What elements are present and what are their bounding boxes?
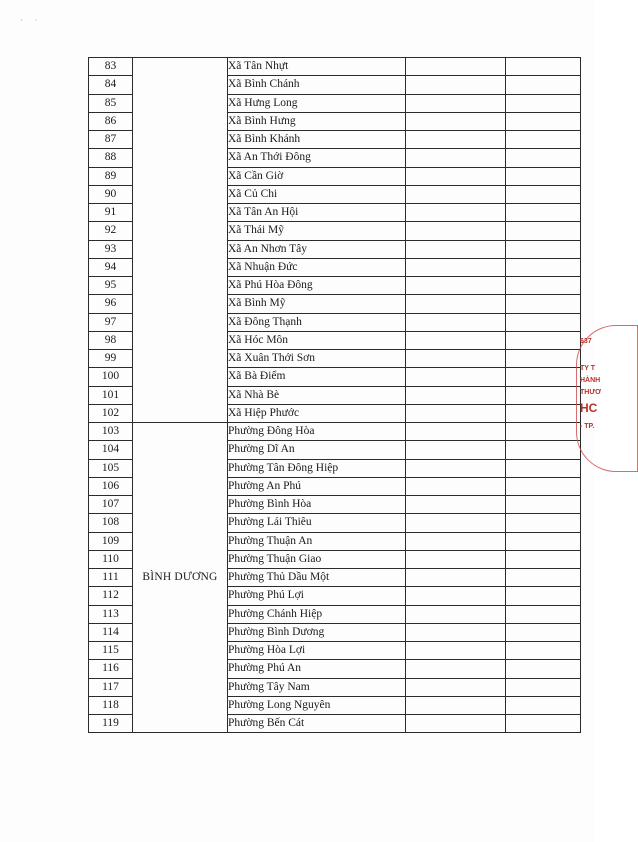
- empty-cell: [406, 149, 506, 167]
- seal-text-line: TY T: [580, 365, 596, 372]
- row-number-cell: 92: [89, 222, 133, 240]
- unit-name-cell: Xã Bình Chánh: [228, 76, 406, 94]
- empty-cell: [406, 514, 506, 532]
- empty-cell: [506, 605, 581, 623]
- empty-cell: [506, 514, 581, 532]
- row-number-cell: 98: [89, 331, 133, 349]
- empty-cell: [506, 94, 581, 112]
- empty-cell: [406, 185, 506, 203]
- empty-cell: [406, 423, 506, 441]
- row-number-cell: 110: [89, 550, 133, 568]
- empty-cell: [506, 404, 581, 422]
- empty-cell: [506, 76, 581, 94]
- table-row: [89, 423, 581, 441]
- empty-cell: [506, 587, 581, 605]
- empty-cell: [406, 569, 506, 587]
- empty-cell: [506, 623, 581, 641]
- empty-cell: [406, 623, 506, 641]
- row-number-cell: 109: [89, 532, 133, 550]
- empty-cell: [406, 660, 506, 678]
- unit-name-cell: Xã An Nhơn Tây: [228, 240, 406, 258]
- row-number-cell: 115: [89, 642, 133, 660]
- empty-cell: [406, 459, 506, 477]
- row-number-cell: 106: [89, 477, 133, 495]
- unit-name-cell: Phường Lái Thiêu: [228, 514, 406, 532]
- empty-cell: [506, 222, 581, 240]
- empty-cell: [506, 313, 581, 331]
- empty-cell: [406, 112, 506, 130]
- empty-cell: [506, 240, 581, 258]
- empty-cell: [406, 532, 506, 550]
- empty-cell: [406, 678, 506, 696]
- unit-name-cell: Xã Bình Mỹ: [228, 295, 406, 313]
- scan-specks: · ·: [20, 16, 38, 25]
- unit-name-cell: Phường Đông Hòa: [228, 423, 406, 441]
- empty-cell: [506, 642, 581, 660]
- empty-cell: [506, 569, 581, 587]
- empty-cell: [406, 204, 506, 222]
- row-number-cell: 114: [89, 623, 133, 641]
- unit-name-cell: Xã Tân An Hội: [228, 204, 406, 222]
- unit-name-cell: Xã Xuân Thới Sơn: [228, 350, 406, 368]
- empty-cell: [406, 258, 506, 276]
- empty-cell: [506, 477, 581, 495]
- empty-cell: [406, 642, 506, 660]
- seal-text-line: HC: [580, 401, 598, 415]
- row-number-cell: 119: [89, 715, 133, 733]
- empty-cell: [506, 423, 581, 441]
- row-number-cell: 95: [89, 277, 133, 295]
- empty-cell: [406, 94, 506, 112]
- province-cell: [133, 58, 228, 423]
- row-number-cell: 108: [89, 514, 133, 532]
- empty-cell: [406, 222, 506, 240]
- empty-cell: [406, 295, 506, 313]
- empty-cell: [506, 131, 581, 149]
- unit-name-cell: Phường Dĩ An: [228, 441, 406, 459]
- seal-text-line: - TP.: [580, 423, 595, 430]
- empty-cell: [406, 496, 506, 514]
- row-number-cell: 85: [89, 94, 133, 112]
- empty-cell: [406, 76, 506, 94]
- row-number-cell: 118: [89, 696, 133, 714]
- unit-name-cell: Phường Tân Đông Hiệp: [228, 459, 406, 477]
- row-number-cell: 87: [89, 131, 133, 149]
- empty-cell: [506, 149, 581, 167]
- unit-name-cell: Phường Hòa Lợi: [228, 642, 406, 660]
- row-number-cell: 107: [89, 496, 133, 514]
- seal-text-line: HÀNH: [580, 377, 601, 384]
- table-body: [89, 58, 581, 733]
- empty-cell: [406, 696, 506, 714]
- row-number-cell: 86: [89, 112, 133, 130]
- administrative-units-table: [88, 57, 581, 733]
- unit-name-cell: Xã An Thới Đông: [228, 149, 406, 167]
- row-number-cell: 113: [89, 605, 133, 623]
- empty-cell: [406, 240, 506, 258]
- row-number-cell: 112: [89, 587, 133, 605]
- empty-cell: [406, 386, 506, 404]
- row-number-cell: 116: [89, 660, 133, 678]
- empty-cell: [506, 459, 581, 477]
- unit-name-cell: Xã Nhuận Đức: [228, 258, 406, 276]
- empty-cell: [406, 404, 506, 422]
- empty-cell: [506, 386, 581, 404]
- row-number-cell: 100: [89, 368, 133, 386]
- empty-cell: [406, 587, 506, 605]
- unit-name-cell: Xã Nhà Bè: [228, 386, 406, 404]
- unit-name-cell: Phường Thuận An: [228, 532, 406, 550]
- unit-name-cell: Xã Hưng Long: [228, 94, 406, 112]
- row-number-cell: 93: [89, 240, 133, 258]
- empty-cell: [406, 368, 506, 386]
- row-number-cell: 111: [89, 569, 133, 587]
- empty-cell: [506, 204, 581, 222]
- seal-ring: [576, 325, 638, 472]
- row-number-cell: 84: [89, 76, 133, 94]
- empty-cell: [506, 550, 581, 568]
- empty-cell: [406, 313, 506, 331]
- table-row: [89, 58, 581, 76]
- unit-name-cell: Phường Phú Lợi: [228, 587, 406, 605]
- empty-cell: [406, 550, 506, 568]
- empty-cell: [506, 350, 581, 368]
- row-number-cell: 101: [89, 386, 133, 404]
- empty-cell: [406, 350, 506, 368]
- row-number-cell: 91: [89, 204, 133, 222]
- unit-name-cell: Phường An Phú: [228, 477, 406, 495]
- row-number-cell: 103: [89, 423, 133, 441]
- empty-cell: [506, 167, 581, 185]
- unit-name-cell: Xã Củ Chi: [228, 185, 406, 203]
- row-number-cell: 105: [89, 459, 133, 477]
- empty-cell: [406, 715, 506, 733]
- empty-cell: [406, 277, 506, 295]
- row-number-cell: 117: [89, 678, 133, 696]
- unit-name-cell: Phường Phú An: [228, 660, 406, 678]
- empty-cell: [406, 167, 506, 185]
- empty-cell: [506, 660, 581, 678]
- empty-cell: [506, 696, 581, 714]
- empty-cell: [506, 58, 581, 76]
- empty-cell: [506, 532, 581, 550]
- empty-cell: [506, 295, 581, 313]
- unit-name-cell: Phường Thủ Dầu Một: [228, 569, 406, 587]
- empty-cell: [406, 131, 506, 149]
- empty-cell: [506, 678, 581, 696]
- empty-cell: [406, 441, 506, 459]
- unit-name-cell: Phường Bình Dương: [228, 623, 406, 641]
- row-number-cell: 97: [89, 313, 133, 331]
- empty-cell: [506, 368, 581, 386]
- empty-cell: [506, 496, 581, 514]
- empty-cell: [506, 112, 581, 130]
- seal-text-line: THƯƠ: [580, 389, 602, 396]
- province-cell: BÌNH DƯƠNG: [133, 423, 228, 733]
- unit-name-cell: Phường Bình Hòa: [228, 496, 406, 514]
- unit-name-cell: Xã Cần Giờ: [228, 167, 406, 185]
- unit-name-cell: Phường Tây Nam: [228, 678, 406, 696]
- row-number-cell: 104: [89, 441, 133, 459]
- row-number-cell: 102: [89, 404, 133, 422]
- row-number-cell: 99: [89, 350, 133, 368]
- row-number-cell: 88: [89, 149, 133, 167]
- row-number-cell: 89: [89, 167, 133, 185]
- unit-name-cell: Xã Hóc Môn: [228, 331, 406, 349]
- empty-cell: [406, 58, 506, 76]
- row-number-cell: 96: [89, 295, 133, 313]
- unit-name-cell: Xã Phú Hòa Đông: [228, 277, 406, 295]
- row-number-cell: 83: [89, 58, 133, 76]
- empty-cell: [506, 715, 581, 733]
- unit-name-cell: Phường Chánh Hiệp: [228, 605, 406, 623]
- empty-cell: [406, 605, 506, 623]
- unit-name-cell: Xã Tân Nhựt: [228, 58, 406, 76]
- unit-name-cell: Xã Bình Khánh: [228, 131, 406, 149]
- empty-cell: [406, 331, 506, 349]
- unit-name-cell: Xã Thái Mỹ: [228, 222, 406, 240]
- row-number-cell: 90: [89, 185, 133, 203]
- unit-name-cell: Xã Bà Điểm: [228, 368, 406, 386]
- unit-name-cell: Phường Long Nguyên: [228, 696, 406, 714]
- empty-cell: [506, 185, 581, 203]
- unit-name-cell: Phường Bến Cát: [228, 715, 406, 733]
- unit-name-cell: Xã Đông Thạnh: [228, 313, 406, 331]
- empty-cell: [406, 477, 506, 495]
- unit-name-cell: Xã Bình Hưng: [228, 112, 406, 130]
- unit-name-cell: Xã Hiệp Phước: [228, 404, 406, 422]
- empty-cell: [506, 441, 581, 459]
- empty-cell: [506, 331, 581, 349]
- red-seal-fragment: [572, 325, 602, 475]
- seal-text-line: 637: [580, 338, 592, 345]
- empty-cell: [506, 258, 581, 276]
- empty-cell: [506, 277, 581, 295]
- row-number-cell: 94: [89, 258, 133, 276]
- unit-name-cell: Phường Thuận Giao: [228, 550, 406, 568]
